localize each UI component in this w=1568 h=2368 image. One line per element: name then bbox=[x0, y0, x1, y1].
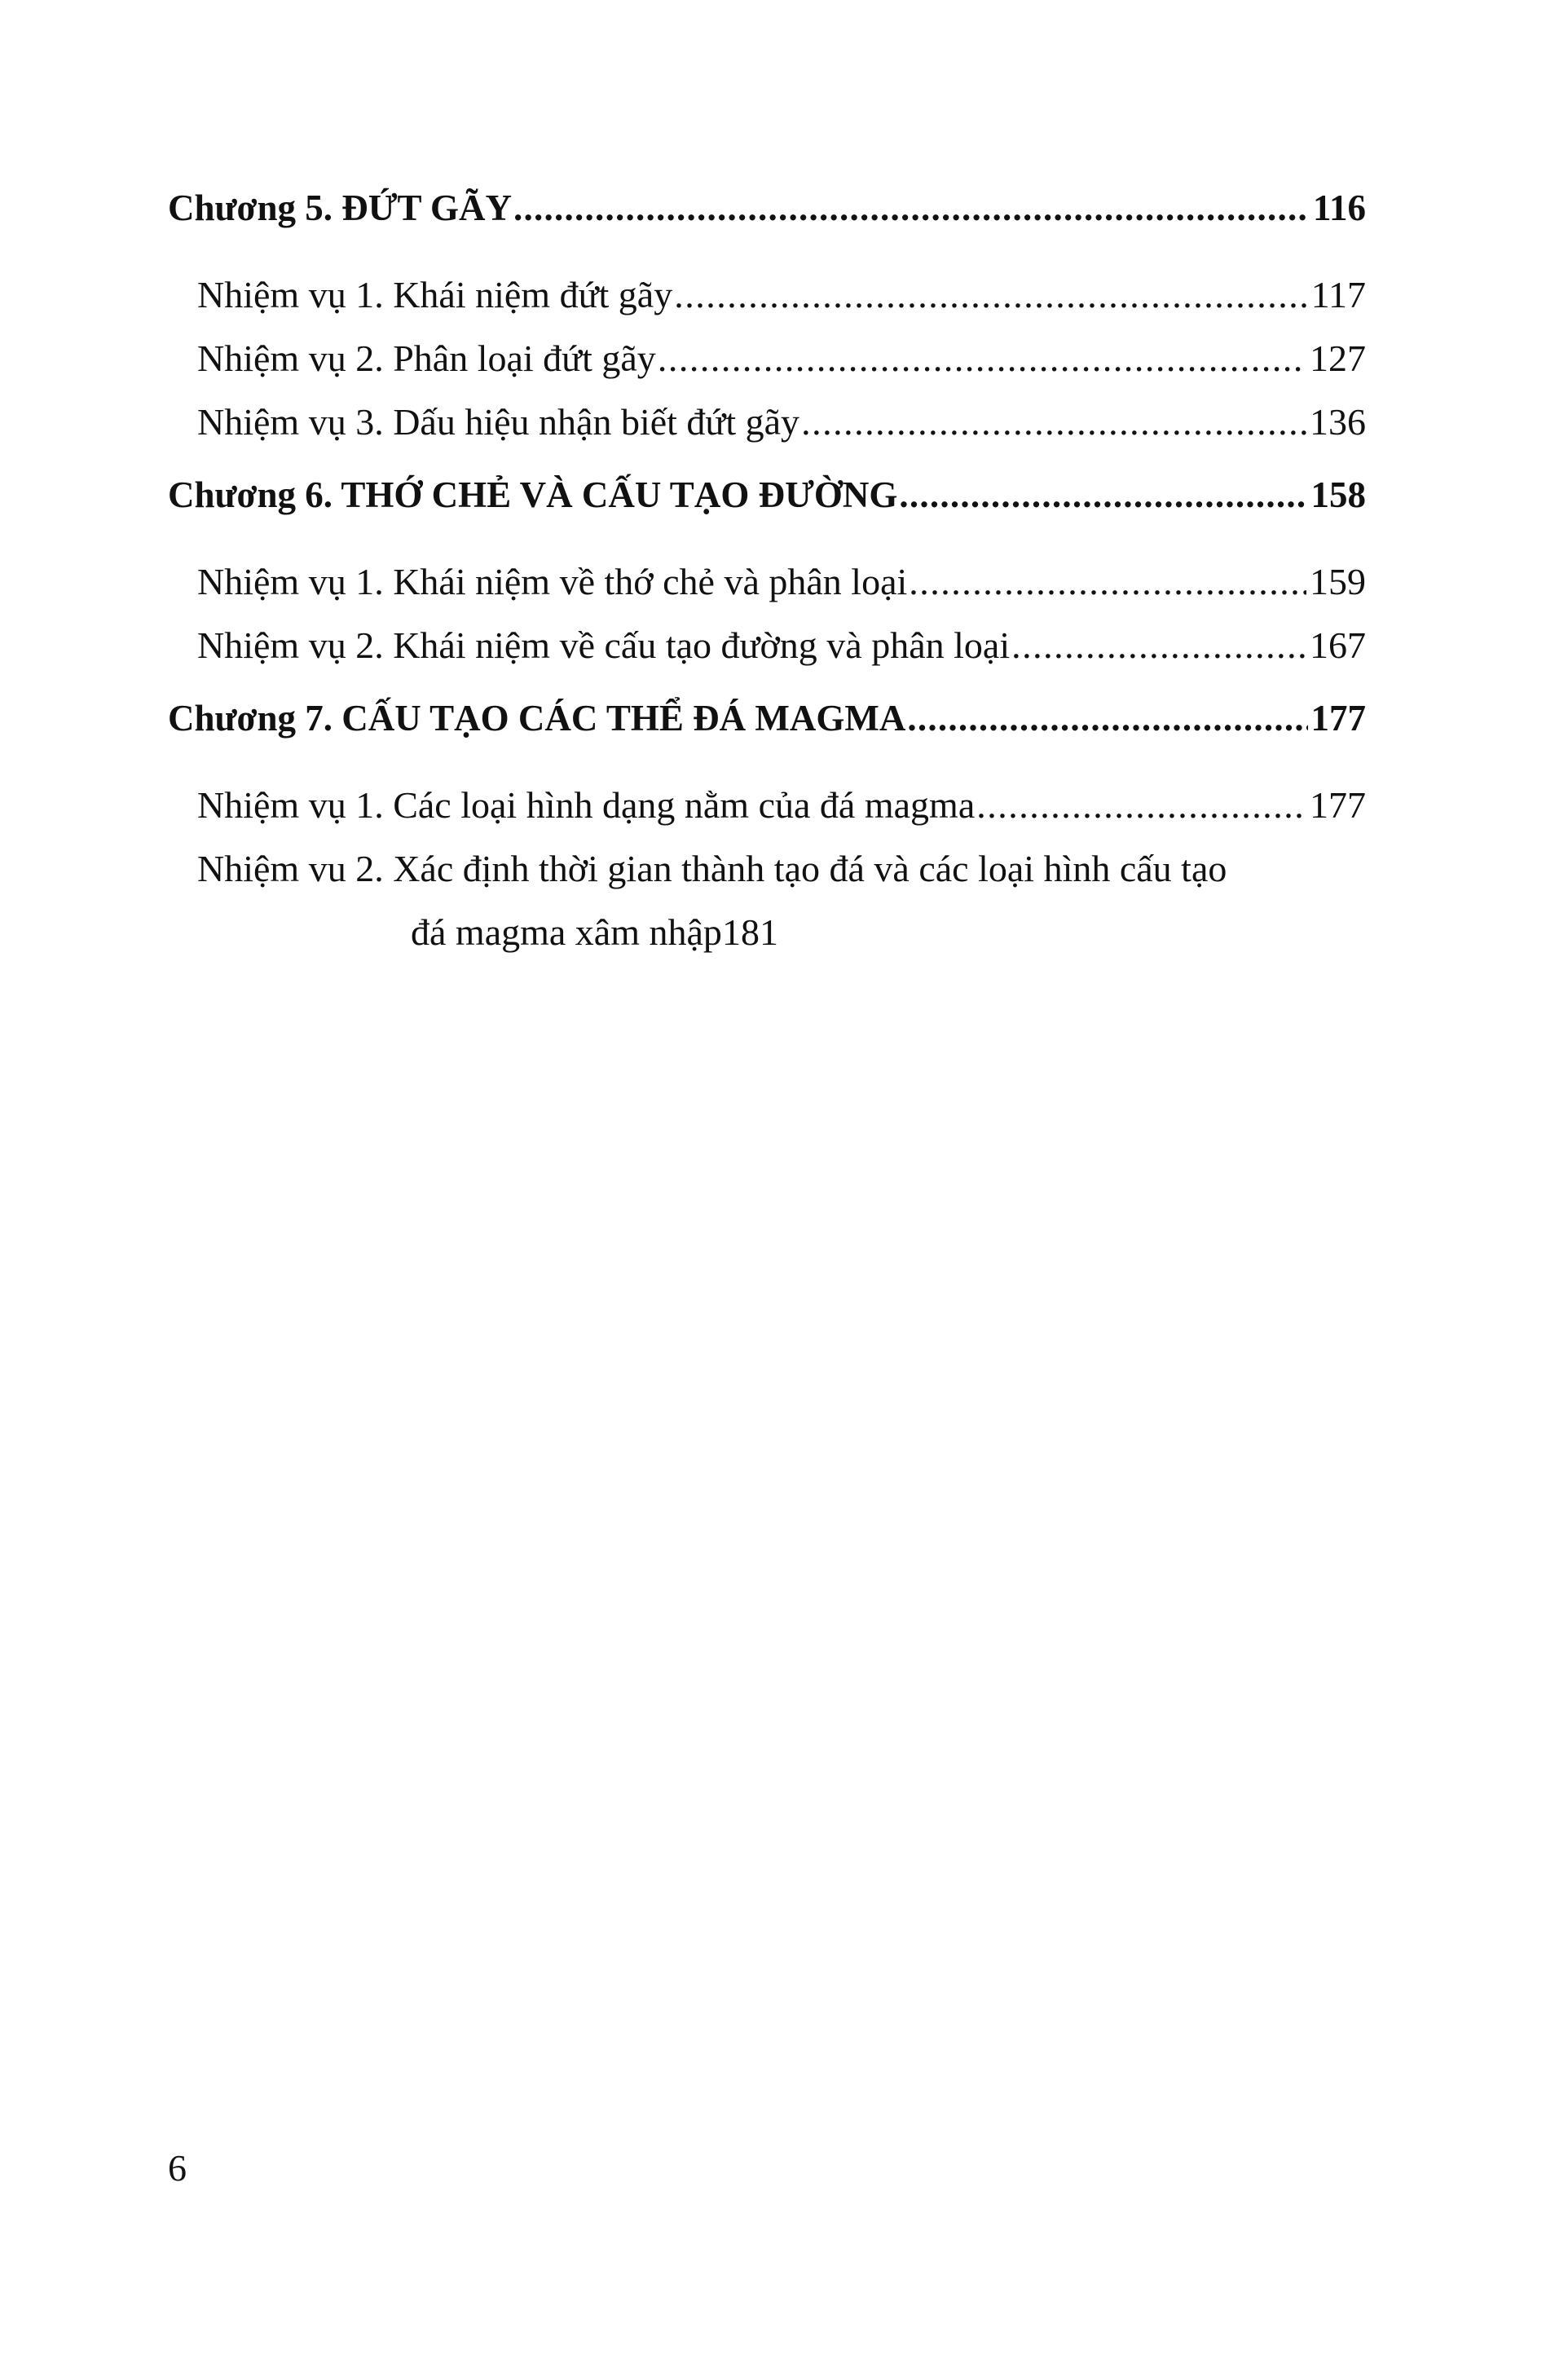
chapter-title: Chương 7. CẤU TẠO CÁC THỂ ĐÁ MAGMA bbox=[168, 698, 906, 739]
dot-leader bbox=[1011, 614, 1306, 677]
toc-task[interactable] bbox=[168, 263, 1366, 327]
dot-leader bbox=[801, 390, 1306, 454]
task-title-line-2-row bbox=[197, 901, 1366, 964]
task-title: Nhiệm vụ 2. Khái niệm về cấu tạo đường và phân loại bbox=[197, 624, 1011, 666]
chapter-page: 177 bbox=[1310, 698, 1366, 739]
dot-leader bbox=[909, 550, 1306, 614]
toc-task[interactable] bbox=[168, 327, 1366, 390]
toc-task[interactable] bbox=[168, 774, 1366, 837]
dot-leader bbox=[899, 462, 1307, 527]
task-page: 136 bbox=[1310, 401, 1366, 443]
task-title: Nhiệm vụ 1. Khái niệm đứt gãy bbox=[197, 274, 673, 315]
toc-task[interactable] bbox=[168, 837, 1366, 964]
toc-chapter-7[interactable] bbox=[168, 686, 1366, 751]
table-of-contents bbox=[168, 175, 1366, 964]
task-page: 167 bbox=[1310, 624, 1366, 666]
dot-leader bbox=[674, 263, 1307, 327]
page-number: 6 bbox=[168, 2147, 187, 2189]
task-title: Nhiệm vụ 3. Dấu hiệu nhận biết đứt gãy bbox=[197, 401, 800, 443]
task-title: Nhiệm vụ 1. Các loại hình dạng nằm của đá magma bbox=[197, 784, 976, 826]
chapter-page: 116 bbox=[1312, 187, 1366, 228]
task-title: Nhiệm vụ 1. Khái niệm về thớ chẻ và phân loại bbox=[197, 561, 908, 602]
toc-chapter-5[interactable] bbox=[168, 175, 1366, 240]
chapter-title: Chương 5. ĐỨT GÃY bbox=[168, 187, 512, 228]
chapter-title: Chương 6. THỚ CHẺ VÀ CẤU TẠO ĐƯỜNG bbox=[168, 474, 898, 515]
task-page: 117 bbox=[1310, 274, 1366, 315]
task-title: Nhiệm vụ 2. Phân loại đứt gãy bbox=[197, 337, 656, 379]
dot-leader bbox=[976, 774, 1306, 837]
toc-task[interactable] bbox=[168, 614, 1366, 677]
toc-chapter-6[interactable] bbox=[168, 462, 1366, 527]
toc-task[interactable] bbox=[168, 390, 1366, 454]
dot-leader bbox=[658, 327, 1306, 390]
task-title-line-2: đá magma xâm nhập bbox=[411, 911, 722, 953]
task-page: 159 bbox=[1310, 561, 1366, 602]
task-title-line-1: Nhiệm vu 2. Xác định thời gian thành tạo đá và các loại hình cấu tạo bbox=[197, 848, 1227, 889]
dot-leader bbox=[513, 175, 1310, 240]
dot-leader bbox=[907, 686, 1307, 751]
task-page: 127 bbox=[1310, 337, 1366, 379]
toc-task[interactable] bbox=[168, 550, 1366, 614]
task-page: 181 bbox=[721, 911, 778, 953]
chapter-page: 158 bbox=[1310, 474, 1366, 515]
task-page: 177 bbox=[1310, 784, 1366, 826]
